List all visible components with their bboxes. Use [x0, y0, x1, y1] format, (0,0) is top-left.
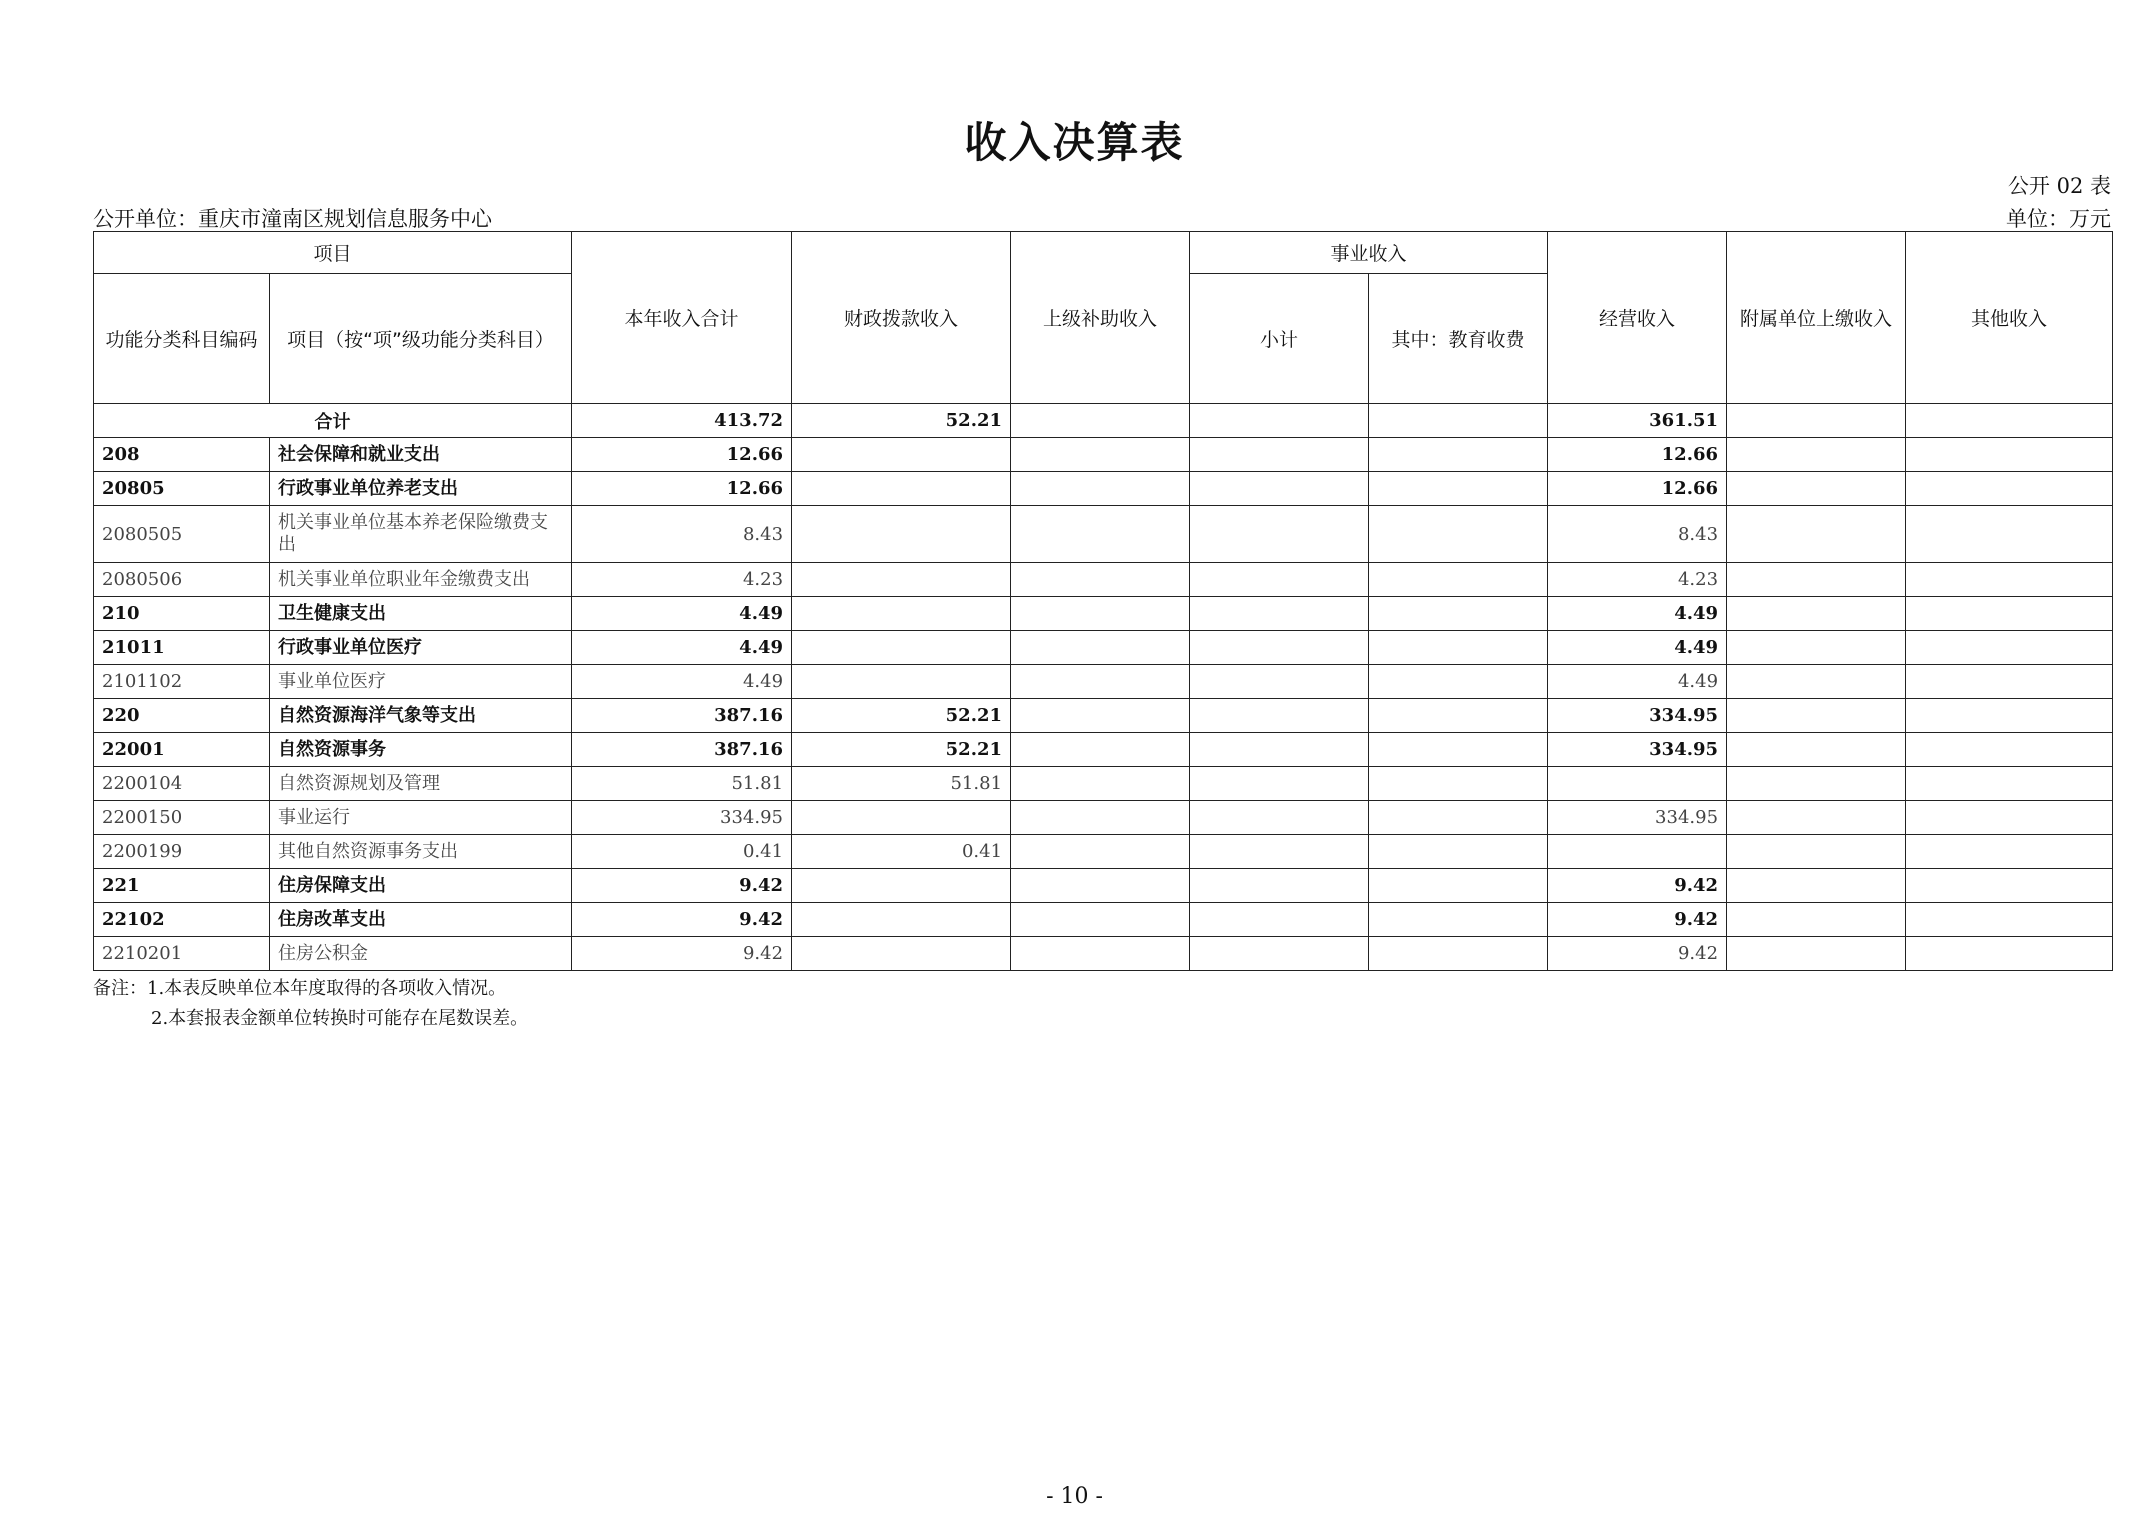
row-fiscal [792, 506, 1011, 563]
row-code: 2101102 [94, 665, 270, 699]
header-subtotal: 小计 [1190, 274, 1369, 404]
row-superior [1011, 801, 1190, 835]
row-fiscal [792, 937, 1011, 971]
row-code: 2080505 [94, 506, 270, 563]
row-affiliated [1727, 665, 1906, 699]
row-education [1369, 472, 1548, 506]
row-subtotal [1190, 631, 1369, 665]
row-operating [1548, 767, 1727, 801]
header-superior: 上级补助收入 [1011, 232, 1190, 404]
row-other [1906, 733, 2113, 767]
row-superior [1011, 472, 1190, 506]
row-total: 9.42 [572, 937, 792, 971]
row-education [1369, 903, 1548, 937]
table-row [94, 472, 2113, 506]
total-superior [1011, 404, 1190, 438]
row-fiscal: 51.81 [792, 767, 1011, 801]
row-affiliated [1727, 472, 1906, 506]
row-operating: 4.49 [1548, 631, 1727, 665]
row-operating: 8.43 [1548, 506, 1727, 563]
row-affiliated [1727, 733, 1906, 767]
row-name: 事业运行 [270, 801, 572, 835]
row-education [1369, 937, 1548, 971]
row-superior [1011, 563, 1190, 597]
row-affiliated [1727, 563, 1906, 597]
row-subtotal [1190, 767, 1369, 801]
row-other [1906, 472, 2113, 506]
row-operating: 334.95 [1548, 733, 1727, 767]
row-code: 221 [94, 869, 270, 903]
row-superior [1011, 438, 1190, 472]
row-name: 住房改革支出 [270, 903, 572, 937]
row-affiliated [1727, 631, 1906, 665]
row-fiscal [792, 631, 1011, 665]
row-operating: 334.95 [1548, 801, 1727, 835]
row-other [1906, 903, 2113, 937]
page-number: - 10 - [1046, 1484, 1103, 1509]
header-business: 事业收入 [1190, 232, 1548, 274]
row-name: 事业单位医疗 [270, 665, 572, 699]
note-line-2: 2.本套报表金额单位转换时可能存在尾数误差。 [151, 1008, 529, 1029]
row-education [1369, 438, 1548, 472]
row-operating: 9.42 [1548, 903, 1727, 937]
row-name: 机关事业单位基本养老保险缴费支出 [270, 506, 572, 563]
table-row [94, 438, 2113, 472]
row-other [1906, 631, 2113, 665]
row-education [1369, 767, 1548, 801]
row-subtotal [1190, 472, 1369, 506]
table-row [94, 869, 2113, 903]
row-subtotal [1190, 597, 1369, 631]
row-code: 21011 [94, 631, 270, 665]
row-code: 208 [94, 438, 270, 472]
row-education [1369, 801, 1548, 835]
row-name: 住房保障支出 [270, 869, 572, 903]
currency-unit: 单位：万元 [2006, 207, 2111, 231]
row-subtotal [1190, 937, 1369, 971]
row-code: 2210201 [94, 937, 270, 971]
row-operating: 9.42 [1548, 937, 1727, 971]
row-superior [1011, 903, 1190, 937]
row-name: 其他自然资源事务支出 [270, 835, 572, 869]
row-other [1906, 699, 2113, 733]
row-education [1369, 733, 1548, 767]
row-subtotal [1190, 506, 1369, 563]
row-education [1369, 835, 1548, 869]
row-superior [1011, 506, 1190, 563]
row-superior [1011, 937, 1190, 971]
row-fiscal: 52.21 [792, 699, 1011, 733]
row-total: 9.42 [572, 869, 792, 903]
row-total: 9.42 [572, 903, 792, 937]
row-fiscal [792, 438, 1011, 472]
header-education: 其中：教育收费 [1369, 274, 1548, 404]
row-affiliated [1727, 438, 1906, 472]
row-code: 210 [94, 597, 270, 631]
row-total: 4.23 [572, 563, 792, 597]
row-subtotal [1190, 438, 1369, 472]
row-fiscal [792, 801, 1011, 835]
header-total: 本年收入合计 [572, 232, 792, 404]
header-func-code: 功能分类科目编码 [94, 274, 270, 404]
row-affiliated [1727, 903, 1906, 937]
row-subtotal [1190, 869, 1369, 903]
row-other [1906, 665, 2113, 699]
row-operating: 334.95 [1548, 699, 1727, 733]
row-fiscal: 52.21 [792, 733, 1011, 767]
table-row [94, 665, 2113, 699]
row-education [1369, 665, 1548, 699]
row-subtotal [1190, 903, 1369, 937]
row-operating: 12.66 [1548, 472, 1727, 506]
row-code: 2200104 [94, 767, 270, 801]
row-operating [1548, 835, 1727, 869]
row-superior [1011, 631, 1190, 665]
row-total: 12.66 [572, 472, 792, 506]
header-fiscal: 财政拨款收入 [792, 232, 1011, 404]
table-row [94, 835, 2113, 869]
row-other [1906, 835, 2113, 869]
row-code: 20805 [94, 472, 270, 506]
row-other [1906, 563, 2113, 597]
total-affiliated [1727, 404, 1906, 438]
total-label: 合计 [94, 404, 572, 438]
total-fiscal: 52.21 [792, 404, 1011, 438]
row-subtotal [1190, 801, 1369, 835]
row-code: 2080506 [94, 563, 270, 597]
header-affiliated: 附属单位上缴收入 [1727, 232, 1906, 404]
row-total: 4.49 [572, 665, 792, 699]
row-total: 4.49 [572, 631, 792, 665]
row-education [1369, 597, 1548, 631]
row-affiliated [1727, 767, 1906, 801]
row-subtotal [1190, 835, 1369, 869]
row-affiliated [1727, 937, 1906, 971]
row-fiscal [792, 869, 1011, 903]
row-total: 387.16 [572, 733, 792, 767]
total-row [94, 404, 2113, 438]
row-superior [1011, 665, 1190, 699]
row-fiscal [792, 665, 1011, 699]
row-name: 卫生健康支出 [270, 597, 572, 631]
row-operating: 9.42 [1548, 869, 1727, 903]
header-operating: 经营收入 [1548, 232, 1727, 404]
row-total: 387.16 [572, 699, 792, 733]
row-name: 自然资源事务 [270, 733, 572, 767]
row-subtotal [1190, 733, 1369, 767]
header-project: 项目 [94, 232, 572, 274]
row-other [1906, 937, 2113, 971]
row-superior [1011, 699, 1190, 733]
row-education [1369, 631, 1548, 665]
row-code: 22102 [94, 903, 270, 937]
row-affiliated [1727, 699, 1906, 733]
header-func-name: 项目（按“项”级功能分类科目） [270, 274, 572, 404]
row-total: 8.43 [572, 506, 792, 563]
row-other [1906, 597, 2113, 631]
table-row [94, 631, 2113, 665]
row-fiscal: 0.41 [792, 835, 1011, 869]
table-row [94, 506, 2113, 563]
total-other [1906, 404, 2113, 438]
table-row [94, 733, 2113, 767]
table-row [94, 801, 2113, 835]
row-total: 0.41 [572, 835, 792, 869]
row-total: 12.66 [572, 438, 792, 472]
row-education [1369, 563, 1548, 597]
income-table [93, 231, 2113, 971]
row-name: 社会保障和就业支出 [270, 438, 572, 472]
row-affiliated [1727, 801, 1906, 835]
row-operating: 12.66 [1548, 438, 1727, 472]
table-row [94, 563, 2113, 597]
row-name: 行政事业单位医疗 [270, 631, 572, 665]
table-row [94, 767, 2113, 801]
row-other [1906, 506, 2113, 563]
row-name: 机关事业单位职业年金缴费支出 [270, 563, 572, 597]
row-education [1369, 869, 1548, 903]
row-name: 自然资源规划及管理 [270, 767, 572, 801]
table-row [94, 699, 2113, 733]
row-code: 2200150 [94, 801, 270, 835]
row-other [1906, 438, 2113, 472]
row-operating: 4.49 [1548, 665, 1727, 699]
row-name: 自然资源海洋气象等支出 [270, 699, 572, 733]
row-fiscal [792, 903, 1011, 937]
total-education [1369, 404, 1548, 438]
row-subtotal [1190, 665, 1369, 699]
row-fiscal [792, 563, 1011, 597]
row-operating: 4.23 [1548, 563, 1727, 597]
total-total: 413.72 [572, 404, 792, 438]
row-education [1369, 699, 1548, 733]
table-row [94, 937, 2113, 971]
row-other [1906, 801, 2113, 835]
row-other [1906, 767, 2113, 801]
row-fiscal [792, 597, 1011, 631]
total-subtotal [1190, 404, 1369, 438]
row-superior [1011, 597, 1190, 631]
row-superior [1011, 767, 1190, 801]
row-education [1369, 506, 1548, 563]
row-superior [1011, 835, 1190, 869]
row-total: 334.95 [572, 801, 792, 835]
notes [93, 974, 528, 1034]
row-other [1906, 869, 2113, 903]
table-row [94, 903, 2113, 937]
row-superior [1011, 869, 1190, 903]
row-total: 4.49 [572, 597, 792, 631]
total-operating: 361.51 [1548, 404, 1727, 438]
note-line-1: 备注：1.本表反映单位本年度取得的各项收入情况。 [93, 978, 507, 999]
reporting-unit: 公开单位：重庆市潼南区规划信息服务中心 [93, 207, 492, 231]
table-row [94, 597, 2113, 631]
page-title: 收入决算表 [964, 118, 1185, 167]
row-total: 51.81 [572, 767, 792, 801]
form-number: 公开 02 表 [2007, 174, 2111, 198]
row-affiliated [1727, 506, 1906, 563]
row-name: 行政事业单位养老支出 [270, 472, 572, 506]
row-code: 220 [94, 699, 270, 733]
row-superior [1011, 733, 1190, 767]
row-affiliated [1727, 597, 1906, 631]
row-code: 22001 [94, 733, 270, 767]
row-subtotal [1190, 563, 1369, 597]
row-name: 住房公积金 [270, 937, 572, 971]
header-other: 其他收入 [1906, 232, 2113, 404]
row-fiscal [792, 472, 1011, 506]
row-operating: 4.49 [1548, 597, 1727, 631]
row-subtotal [1190, 699, 1369, 733]
row-affiliated [1727, 835, 1906, 869]
row-code: 2200199 [94, 835, 270, 869]
row-affiliated [1727, 869, 1906, 903]
